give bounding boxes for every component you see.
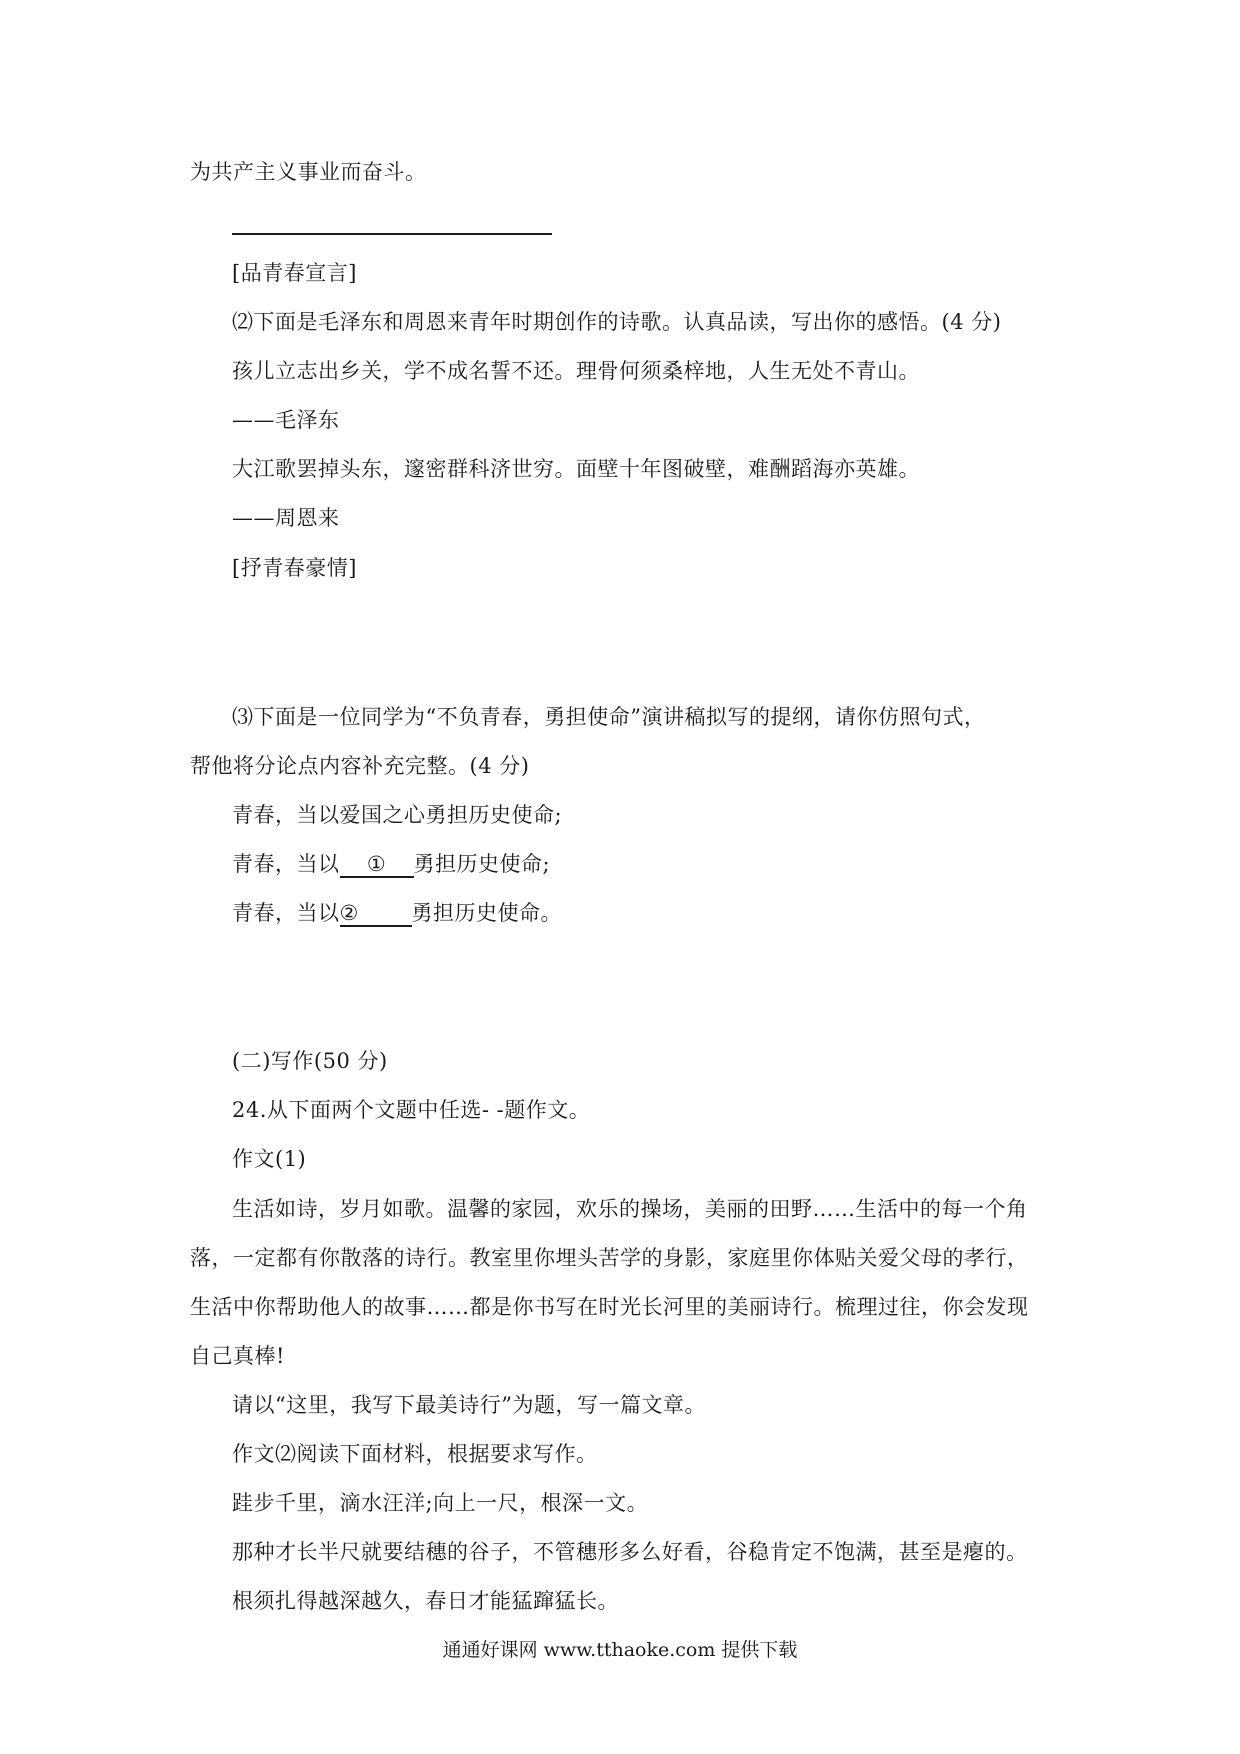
outline-point-3: [232, 898, 562, 928]
outline-suffix: 勇担历史使命;: [413, 852, 551, 876]
text-line: 帮他将分论点内容补充完整。(4 分): [190, 754, 530, 778]
page-footer: 通通好课网 www.tthaoke.com 提供下载: [442, 1639, 798, 1661]
essay-1-label: 作文(1): [232, 1147, 307, 1171]
essay-material-line: 根须扎得越深越久，春日才能猛蹿猛长。: [232, 1589, 619, 1613]
answer-line-divider: [232, 233, 552, 235]
essay-material-line: 跬步千里，滴水汪洋;向上一尺，根深一文。: [232, 1491, 649, 1515]
essay-prompt-line: 生活中你帮助他人的故事……都是你书写在时光长河里的美丽诗行。梳理过往，你会发现: [190, 1295, 1029, 1319]
fill-blank-1[interactable]: ①: [340, 852, 414, 878]
text-line: 为共产主义事业而奋斗。: [190, 160, 427, 184]
outline-prefix: 青春，当以: [232, 852, 340, 876]
section-heading: [抒青春豪情]: [232, 556, 357, 580]
essay-1-instruction: 请以“这里，我写下最美诗行”为题，写一篇文章。: [232, 1393, 706, 1417]
essay-2-label: 作文⑵阅读下面材料，根据要求写作。: [232, 1442, 598, 1466]
question-24: 24.从下面两个文题中任选- -题作文。: [232, 1098, 591, 1122]
fill-blank-2[interactable]: ②: [340, 901, 412, 927]
essay-prompt-line: 自己真棒!: [190, 1344, 285, 1368]
poem-author: ——毛泽东: [232, 408, 340, 432]
outline-prefix: 青春，当以: [232, 901, 340, 925]
question-2: ⑵下面是毛泽东和周恩来青年时期创作的诗歌。认真品读，写出你的感悟。(4 分): [232, 310, 1002, 334]
poem-zhou: 大江歌罢掉头东，邃密群科济世穷。面壁十年图破壁，难酬蹈海亦英雄。: [232, 457, 920, 481]
essay-prompt-line: 落，一定都有你散落的诗行。教室里你埋头苦学的身影，家庭里你体贴关爱父母的孝行，: [190, 1246, 1029, 1270]
outline-point-2: [232, 849, 550, 879]
outline-suffix: 勇担历史使命。: [411, 901, 562, 925]
question-3: ⑶下面是一位同学为“不负青春，勇担使命”演讲稿拟写的提纲，请你仿照句式，: [232, 705, 986, 729]
poem-mao: 孩儿立志出乡关，学不成名誓不还。理骨何须桑梓地，人生无处不青山。: [232, 359, 920, 383]
essay-material-line: 那种才长半尺就要结穗的谷子，不管穗形多么好看，谷稳肯定不饱满，甚至是瘪的。: [232, 1540, 1028, 1564]
outline-point-1: 青春，当以爱国之心勇担历史使命;: [232, 803, 563, 827]
essay-prompt-line: 生活如诗，岁月如歌。温馨的家园，欢乐的操场，美丽的田野……生活中的每一个角: [232, 1197, 1028, 1221]
section-title: (二)写作(50 分): [232, 1049, 388, 1073]
poem-author: ——周恩来: [232, 506, 340, 530]
section-heading: [品青春宣言]: [232, 261, 357, 285]
